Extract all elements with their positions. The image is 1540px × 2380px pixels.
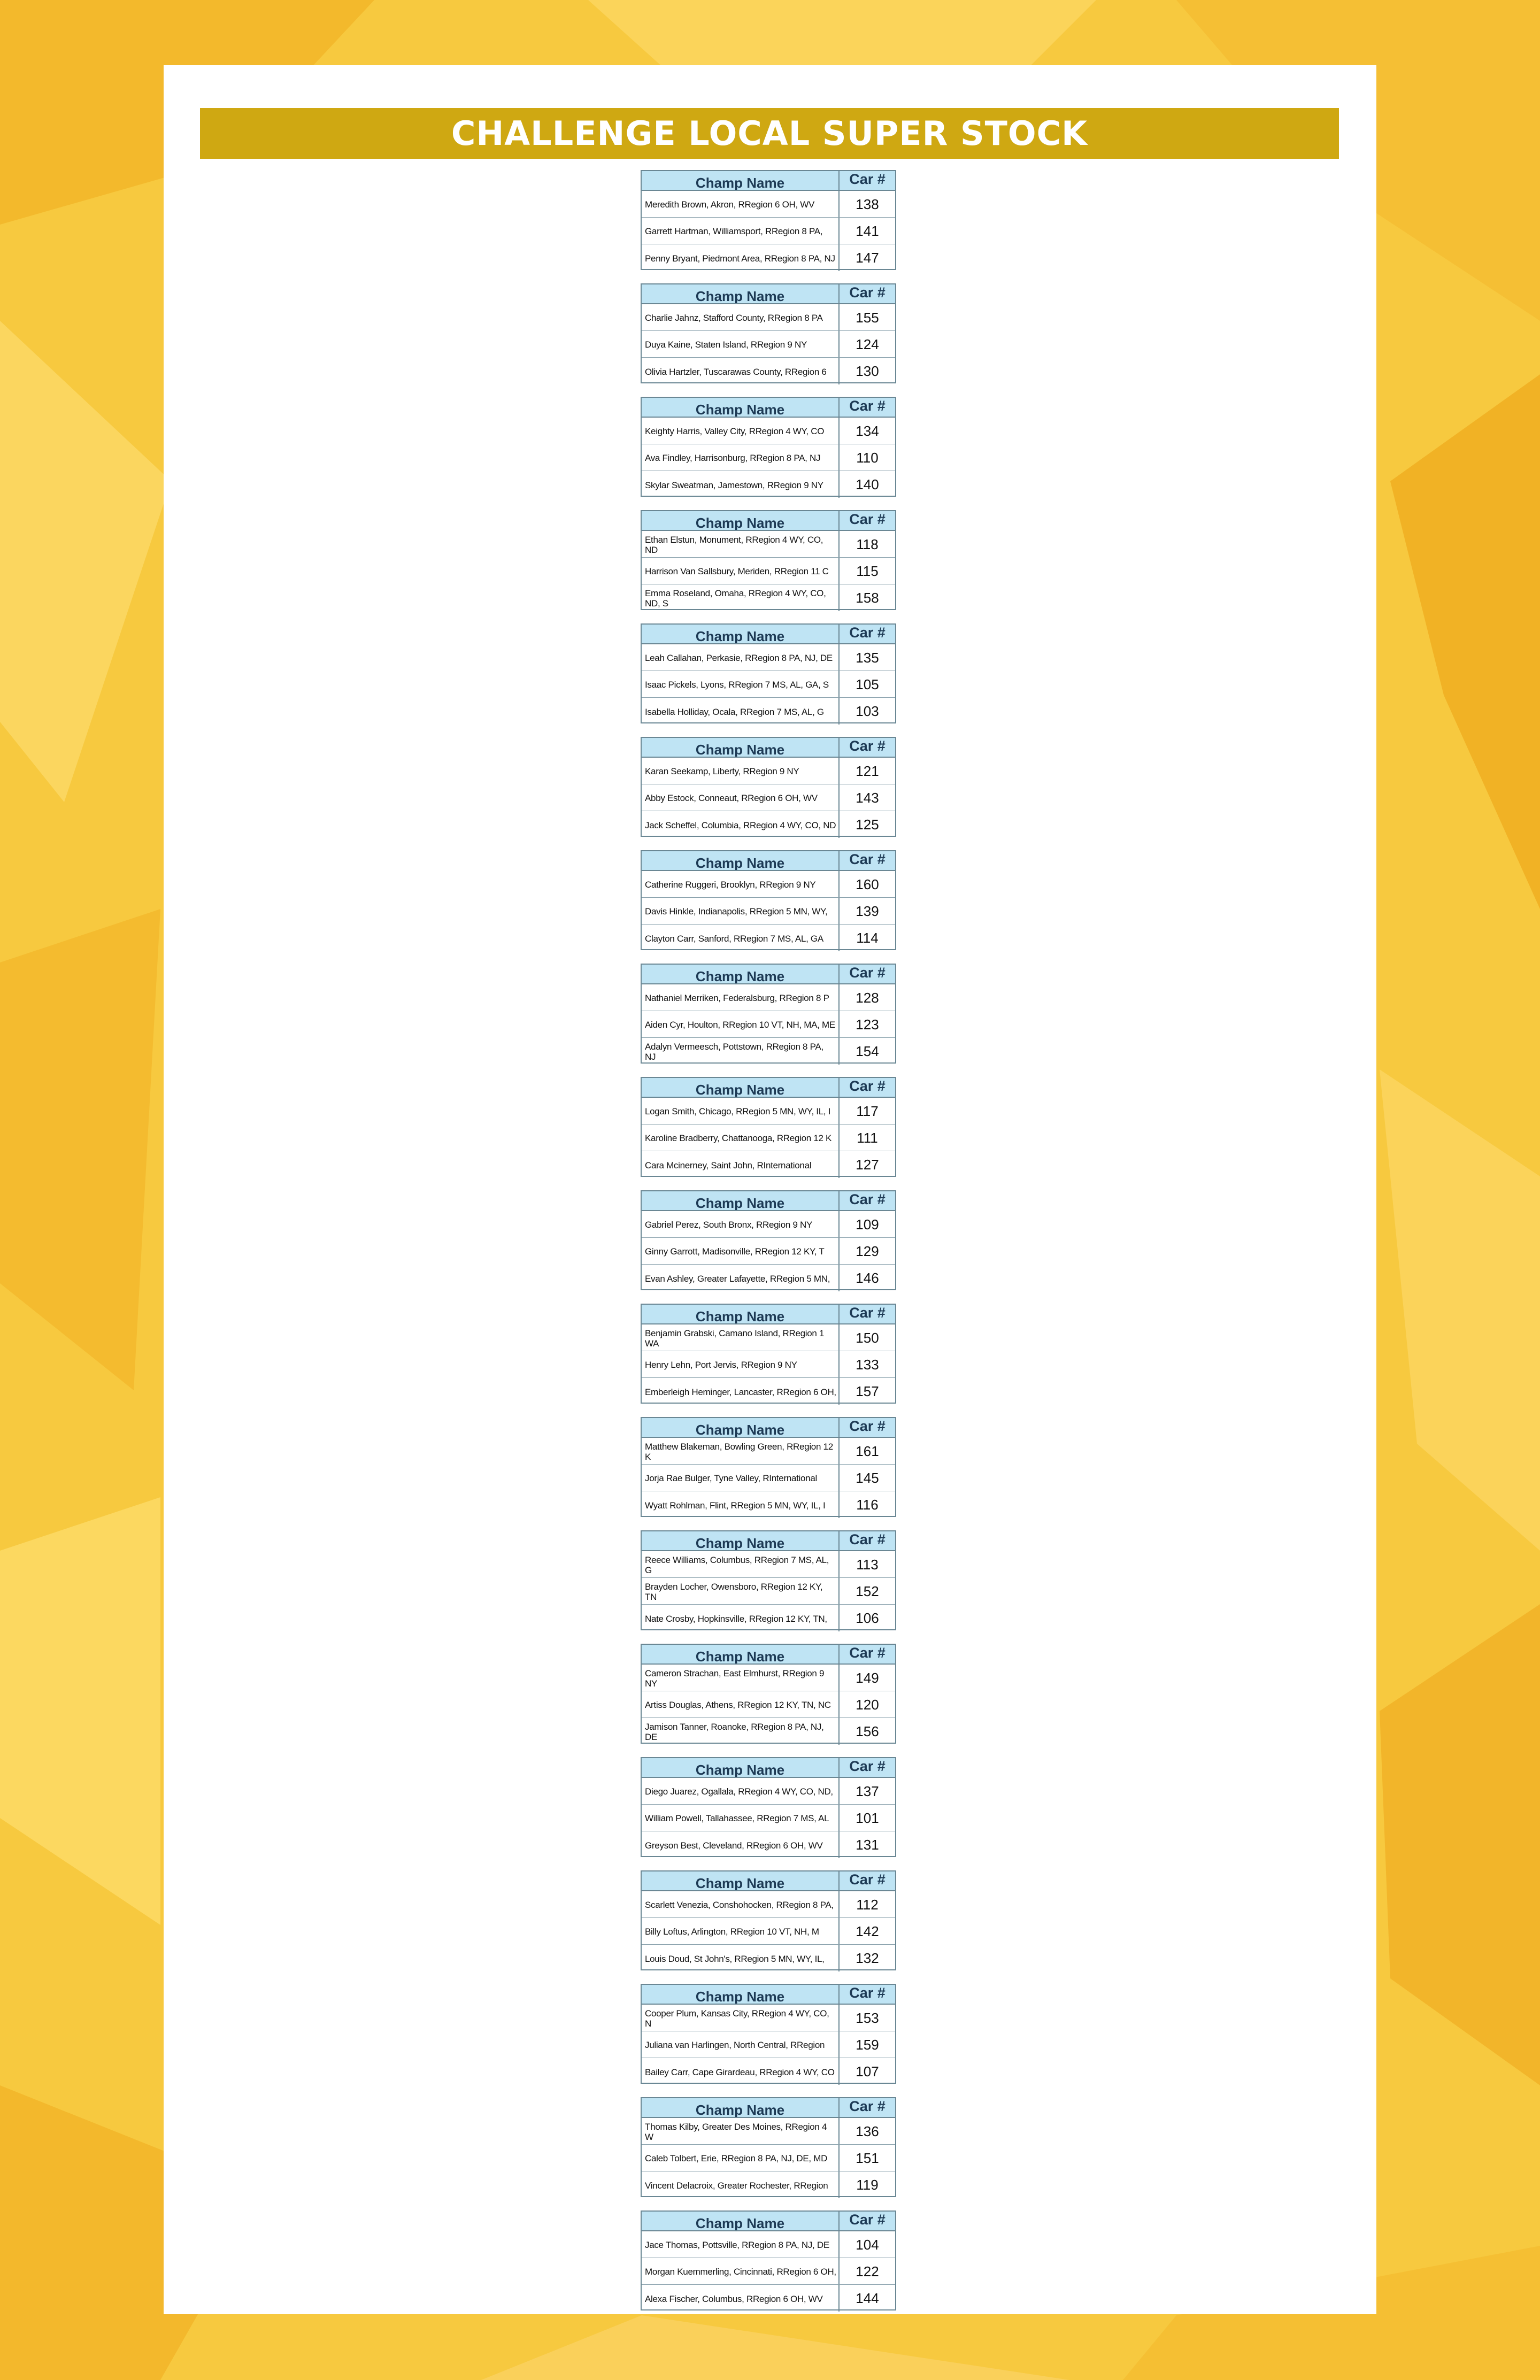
champ-name-cell: Bailey Carr, Cape Girardeau, RRegion 4 WY, CO: [642, 2058, 840, 2085]
champ-name-cell: Abby Estock, Conneaut, RRegion 6 OH, WV: [642, 784, 840, 811]
champ-name-cell: Greyson Best, Cleveland, RRegion 6 OH, WV: [642, 1831, 840, 1858]
header-car-number: Car #: [849, 1078, 886, 1094]
table-row: [642, 925, 895, 951]
table-row: [642, 2005, 895, 2031]
car-number-cell: 129: [856, 1243, 879, 1259]
champ-table: [641, 397, 896, 497]
champ-table: [641, 170, 896, 270]
champ-name-cell: Nathaniel Merriken, Federalsburg, RRegion 8 P: [642, 984, 840, 1011]
car-number-cell: 151: [856, 2150, 879, 2166]
car-number-cell: 157: [856, 1383, 879, 1399]
table-header: [642, 1305, 895, 1324]
champ-name-cell: Olivia Hartzler, Tuscarawas County, RRegion 6: [642, 358, 840, 384]
header-champ-name: Champ Name: [642, 511, 840, 530]
champ-name-cell: Billy Loftus, Arlington, RRegion 10 VT, NH, M: [642, 1918, 840, 1944]
champ-name-cell: Catherine Ruggeri, Brooklyn, RRegion 9 NY: [642, 871, 840, 897]
header-car-number: Car #: [849, 851, 886, 867]
car-number-cell: 156: [856, 1723, 879, 1739]
champ-name-cell: Keighty Harris, Valley City, RRegion 4 WY, CO: [642, 418, 840, 444]
header-car-number: Car #: [849, 284, 886, 301]
table-row: [642, 471, 895, 498]
table-header: [642, 1078, 895, 1098]
car-number-cell: 125: [856, 817, 879, 833]
car-number-cell: 113: [856, 1557, 879, 1573]
table-row: [642, 811, 895, 838]
table-header: [642, 284, 895, 304]
table-row: [642, 1465, 895, 1491]
car-number-cell: 132: [856, 1950, 879, 1966]
car-number-cell: 153: [856, 2010, 879, 2026]
header-champ-name: Champ Name: [642, 851, 840, 870]
table-row: [642, 1918, 895, 1945]
table-row: [642, 1238, 895, 1265]
table-header: [642, 1531, 895, 1551]
table-row: [642, 758, 895, 784]
table-header: [642, 2212, 895, 2231]
car-number-cell: 140: [856, 476, 879, 492]
table-row: [642, 444, 895, 471]
table-row: [642, 2285, 895, 2312]
champ-name-cell: Adalyn Vermeesch, Pottstown, RRegion 8 PA, NJ: [642, 1038, 840, 1065]
champ-name-cell: Ava Findley, Harrisonburg, RRegion 8 PA, NJ: [642, 444, 840, 471]
header-car-number: Car #: [849, 1985, 886, 2001]
car-number-cell: 159: [856, 2037, 879, 2053]
champ-table: [641, 2097, 896, 2197]
car-number-cell: 121: [856, 763, 879, 779]
header-champ-name: Champ Name: [642, 1871, 840, 1890]
header-champ-name: Champ Name: [642, 1985, 840, 2004]
champ-name-cell: Skylar Sweatman, Jamestown, RRegion 9 NY: [642, 471, 840, 498]
champ-name-cell: Jorja Rae Bulger, Tyne Valley, RInternational: [642, 1465, 840, 1491]
champ-name-cell: Nate Crosby, Hopkinsville, RRegion 12 KY, TN,: [642, 1605, 840, 1631]
champ-name-cell: Scarlett Venezia, Conshohocken, RRegion 8 PA,: [642, 1891, 840, 1917]
header-car-number: Car #: [849, 1305, 886, 1321]
table-row: [642, 984, 895, 1011]
table-header: [642, 965, 895, 984]
table-header: [642, 1985, 895, 2005]
champ-name-cell: Meredith Brown, Akron, RRegion 6 OH, WV: [642, 191, 840, 217]
car-number-cell: 146: [856, 1270, 879, 1286]
car-number-cell: 123: [856, 1016, 879, 1033]
champ-table: [641, 1644, 896, 1744]
car-number-cell: 115: [856, 563, 879, 579]
car-number-cell: 134: [856, 423, 879, 439]
car-number-cell: 150: [856, 1330, 879, 1346]
champ-name-cell: Penny Bryant, Piedmont Area, RRegion 8 PA, NJ: [642, 244, 840, 271]
car-number-cell: 127: [856, 1157, 879, 1173]
champ-table: [641, 1190, 896, 1290]
table-row: [642, 584, 895, 611]
champ-name-cell: Ethan Elstun, Monument, RRegion 4 WY, CO, ND: [642, 531, 840, 557]
car-number-cell: 106: [856, 1610, 879, 1626]
header-car-number: Car #: [849, 511, 886, 527]
car-number-cell: 145: [856, 1470, 879, 1486]
table-row: [642, 1011, 895, 1038]
champ-name-cell: Cara Mcinerney, Saint John, RInternational: [642, 1151, 840, 1178]
car-number-cell: 103: [856, 703, 879, 719]
table-row: [642, 1324, 895, 1351]
table-row: [642, 358, 895, 384]
header-champ-name: Champ Name: [642, 965, 840, 983]
car-number-cell: 104: [856, 2237, 879, 2253]
table-row: [642, 1438, 895, 1465]
table-row: [642, 1491, 895, 1518]
header-car-number: Car #: [849, 1758, 886, 1774]
car-number-cell: 122: [856, 2263, 879, 2279]
table-row: [642, 2058, 895, 2085]
header-car-number: Car #: [849, 1645, 886, 1661]
champ-name-cell: Louis Doud, St John's, RRegion 5 MN, WY, IL,: [642, 1945, 840, 1971]
table-row: [642, 1805, 895, 1831]
car-number-cell: 105: [856, 676, 879, 692]
car-number-cell: 161: [856, 1443, 879, 1459]
table-row: [642, 2145, 895, 2171]
table-row: [642, 1551, 895, 1578]
table-row: [642, 698, 895, 725]
table-row: [642, 331, 895, 358]
table-header: [642, 511, 895, 531]
table-row: [642, 1211, 895, 1238]
header-champ-name: Champ Name: [642, 1078, 840, 1097]
table-row: [642, 1151, 895, 1178]
car-number-cell: 154: [856, 1043, 879, 1059]
car-number-cell: 136: [856, 2123, 879, 2139]
car-number-cell: 109: [856, 1216, 879, 1233]
table-row: [642, 2118, 895, 2145]
header-car-number: Car #: [849, 2212, 886, 2228]
champ-name-cell: Jace Thomas, Pottsville, RRegion 8 PA, NJ, DE: [642, 2231, 840, 2258]
table-header: [642, 398, 895, 418]
champ-table: [641, 510, 896, 610]
car-number-cell: 116: [856, 1497, 879, 1513]
table-header: [642, 1418, 895, 1438]
car-number-cell: 141: [856, 223, 879, 239]
car-number-cell: 112: [856, 1897, 879, 1913]
champ-table: [641, 283, 896, 383]
car-number-cell: 114: [856, 930, 879, 946]
header-car-number: Car #: [849, 1871, 886, 1888]
champ-name-cell: Vincent Delacroix, Greater Rochester, RRegion: [642, 2171, 840, 2198]
champ-name-cell: Wyatt Rohlman, Flint, RRegion 5 MN, WY, IL, I: [642, 1491, 840, 1518]
header-car-number: Car #: [849, 398, 886, 414]
champ-name-cell: Karoline Bradberry, Chattanooga, RRegion 12 K: [642, 1124, 840, 1151]
champ-name-cell: Jack Scheffel, Columbia, RRegion 4 WY, CO, ND: [642, 811, 840, 838]
champ-name-cell: Aiden Cyr, Houlton, RRegion 10 VT, NH, MA, ME: [642, 1011, 840, 1037]
table-row: [642, 2231, 895, 2258]
schedule-sheet: [164, 65, 1376, 2314]
champ-name-cell: Evan Ashley, Greater Lafayette, RRegion 5 MN,: [642, 1265, 840, 1291]
champ-name-cell: Emberleigh Heminger, Lancaster, RRegion 6 OH,: [642, 1378, 840, 1405]
champ-name-cell: Caleb Tolbert, Erie, RRegion 8 PA, NJ, DE, MD: [642, 2145, 840, 2171]
car-number-cell: 138: [856, 196, 879, 212]
champ-name-cell: Cameron Strachan, East Elmhurst, RRegion 9 NY: [642, 1665, 840, 1691]
header-champ-name: Champ Name: [642, 738, 840, 757]
table-header: [642, 738, 895, 758]
table-row: [642, 558, 895, 584]
champ-name-cell: Jamison Tanner, Roanoke, RRegion 8 PA, NJ, DE: [642, 1718, 840, 1745]
table-row: [642, 1718, 895, 1745]
header-champ-name: Champ Name: [642, 1645, 840, 1663]
champ-name-cell: Karan Seekamp, Liberty, RRegion 9 NY: [642, 758, 840, 784]
champ-name-cell: Artiss Douglas, Athens, RRegion 12 KY, TN, NC: [642, 1691, 840, 1717]
champ-name-cell: Morgan Kuemmerling, Cincinnati, RRegion 6 OH,: [642, 2258, 840, 2284]
champ-table: [641, 964, 896, 1064]
table-row: [642, 218, 895, 244]
champ-name-cell: Diego Juarez, Ogallala, RRegion 4 WY, CO, ND,: [642, 1778, 840, 1804]
table-row: [642, 1945, 895, 1971]
table-header: [642, 1871, 895, 1891]
champ-name-cell: Emma Roseland, Omaha, RRegion 4 WY, CO, ND, S: [642, 584, 840, 611]
champ-name-cell: Juliana van Harlingen, North Central, RRegion: [642, 2031, 840, 2058]
champ-table: [641, 1757, 896, 1857]
car-number-cell: 128: [856, 990, 879, 1006]
champ-name-cell: Isaac Pickels, Lyons, RRegion 7 MS, AL, GA, S: [642, 671, 840, 697]
table-row: [642, 191, 895, 218]
champ-name-cell: William Powell, Tallahassee, RRegion 7 MS, AL: [642, 1805, 840, 1831]
header-champ-name: Champ Name: [642, 625, 840, 643]
car-number-cell: 118: [856, 536, 879, 552]
champ-name-cell: Isabella Holliday, Ocala, RRegion 7 MS, AL, G: [642, 698, 840, 725]
header-champ-name: Champ Name: [642, 398, 840, 417]
table-row: [642, 1891, 895, 1918]
table-row: [642, 784, 895, 811]
champ-name-cell: Thomas Kilby, Greater Des Moines, RRegion 4 W: [642, 2118, 840, 2144]
car-number-cell: 144: [856, 2290, 879, 2306]
table-header: [642, 1758, 895, 1778]
champ-table: [641, 737, 896, 837]
table-row: [642, 1605, 895, 1631]
car-number-cell: 142: [856, 1923, 879, 1939]
table-row: [642, 1831, 895, 1858]
table-row: [642, 1578, 895, 1605]
champ-name-cell: Reece Williams, Columbus, RRegion 7 MS, AL, G: [642, 1551, 840, 1577]
champ-name-cell: Clayton Carr, Sanford, RRegion 7 MS, AL, GA: [642, 925, 840, 951]
car-number-cell: 111: [857, 1130, 878, 1146]
car-number-cell: 158: [856, 590, 879, 606]
header-car-number: Car #: [849, 2098, 886, 2114]
table-row: [642, 644, 895, 671]
champ-name-cell: Gabriel Perez, South Bronx, RRegion 9 NY: [642, 1211, 840, 1237]
table-row: [642, 671, 895, 698]
car-number-cell: 131: [856, 1837, 879, 1853]
header-champ-name: Champ Name: [642, 1531, 840, 1550]
champ-name-cell: Matthew Blakeman, Bowling Green, RRegion 12 K: [642, 1438, 840, 1464]
car-number-cell: 143: [856, 790, 879, 806]
car-number-cell: 152: [856, 1583, 879, 1599]
car-number-cell: 155: [856, 310, 879, 326]
champ-name-cell: Ginny Garrott, Madisonville, RRegion 12 KY, T: [642, 1238, 840, 1264]
champ-table: [641, 850, 896, 950]
header-champ-name: Champ Name: [642, 2212, 840, 2230]
champ-table: [641, 1984, 896, 2084]
champ-name-cell: Brayden Locher, Owensboro, RRegion 12 KY, TN: [642, 1578, 840, 1604]
table-row: [642, 531, 895, 558]
table-header: [642, 171, 895, 191]
table-header: [642, 1191, 895, 1211]
car-number-cell: 139: [856, 903, 879, 919]
car-number-cell: 101: [856, 1810, 879, 1826]
table-row: [642, 1124, 895, 1151]
champ-name-cell: Henry Lehn, Port Jervis, RRegion 9 NY: [642, 1351, 840, 1377]
champ-name-cell: Duya Kaine, Staten Island, RRegion 9 NY: [642, 331, 840, 357]
champ-name-cell: Logan Smith, Chicago, RRegion 5 MN, WY, IL, I: [642, 1098, 840, 1124]
header-champ-name: Champ Name: [642, 1305, 840, 1323]
table-row: [642, 418, 895, 444]
table-row: [642, 1265, 895, 1291]
header-car-number: Car #: [849, 1418, 886, 1434]
table-row: [642, 1778, 895, 1805]
table-row: [642, 1098, 895, 1124]
champ-table: [641, 1304, 896, 1404]
header-champ-name: Champ Name: [642, 2098, 840, 2117]
champ-table: [641, 1530, 896, 1630]
table-row: [642, 1378, 895, 1405]
table-row: [642, 871, 895, 898]
champ-name-cell: Charlie Jahnz, Stafford County, RRegion 8 PA: [642, 304, 840, 330]
header-champ-name: Champ Name: [642, 1191, 840, 1210]
header-champ-name: Champ Name: [642, 1418, 840, 1437]
header-car-number: Car #: [849, 1191, 886, 1207]
header-car-number: Car #: [849, 171, 886, 187]
table-row: [642, 1038, 895, 1065]
table-row: [642, 1691, 895, 1718]
champ-name-cell: Garrett Hartman, Williamsport, RRegion 8 PA,: [642, 218, 840, 244]
header-car-number: Car #: [849, 1531, 886, 1547]
table-header: [642, 1645, 895, 1665]
car-number-cell: 133: [856, 1357, 879, 1373]
car-number-cell: 160: [856, 876, 879, 892]
table-row: [642, 2258, 895, 2285]
table-header: [642, 851, 895, 871]
car-number-cell: 137: [856, 1783, 879, 1799]
champ-table: [641, 1870, 896, 1970]
car-number-cell: 119: [856, 2177, 879, 2193]
table-row: [642, 2031, 895, 2058]
car-number-cell: 149: [856, 1670, 879, 1686]
header-car-number: Car #: [849, 965, 886, 981]
car-number-cell: 130: [856, 363, 879, 379]
champ-name-cell: Davis Hinkle, Indianapolis, RRegion 5 MN, WY,: [642, 898, 840, 924]
table-header: [642, 2098, 895, 2118]
table-row: [642, 244, 895, 271]
table-row: [642, 2171, 895, 2198]
champ-table: [641, 623, 896, 723]
champ-name-cell: Benjamin Grabski, Camano Island, RRegion 1 WA: [642, 1324, 840, 1351]
champ-table: [641, 1417, 896, 1517]
car-number-cell: 124: [856, 336, 879, 352]
car-number-cell: 117: [856, 1103, 879, 1119]
page-title: CHALLENGE LOCAL SUPER STOCK: [200, 108, 1339, 159]
table-header: [642, 625, 895, 644]
table-row: [642, 1665, 895, 1691]
champ-table: [641, 2210, 896, 2310]
champ-name-cell: Alexa Fischer, Columbus, RRegion 6 OH, WV: [642, 2285, 840, 2312]
car-number-cell: 120: [856, 1697, 879, 1713]
header-car-number: Car #: [849, 738, 886, 754]
header-champ-name: Champ Name: [642, 284, 840, 303]
header-champ-name: Champ Name: [642, 171, 840, 190]
car-number-cell: 107: [856, 2063, 879, 2079]
car-number-cell: 110: [856, 450, 879, 466]
champ-name-cell: Harrison Van Sallsbury, Meriden, RRegion 11 C: [642, 558, 840, 584]
champ-table: [641, 1077, 896, 1177]
champ-name-cell: Cooper Plum, Kansas City, RRegion 4 WY, CO, N: [642, 2005, 840, 2031]
table-row: [642, 898, 895, 925]
header-car-number: Car #: [849, 625, 886, 641]
car-number-cell: 147: [856, 250, 879, 266]
table-row: [642, 1351, 895, 1378]
header-champ-name: Champ Name: [642, 1758, 840, 1777]
champ-name-cell: Leah Callahan, Perkasie, RRegion 8 PA, NJ, DE: [642, 644, 840, 671]
table-row: [642, 304, 895, 331]
car-number-cell: 135: [856, 650, 879, 666]
